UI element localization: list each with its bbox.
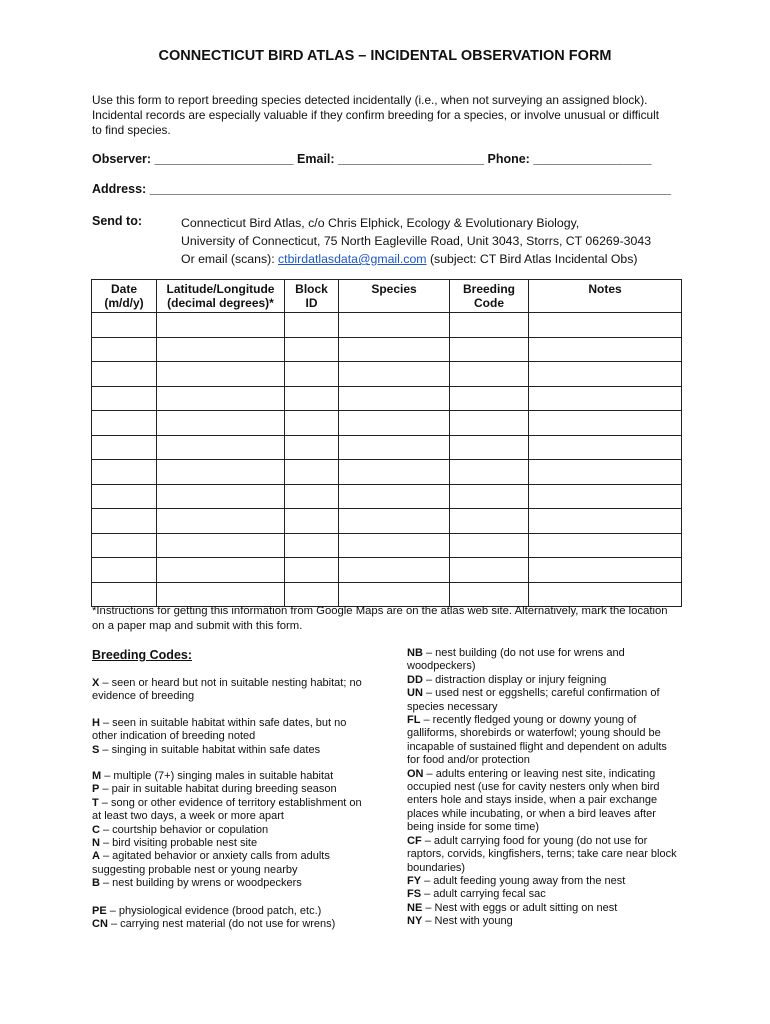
table-cell[interactable] — [450, 337, 529, 362]
table-cell[interactable] — [339, 411, 450, 436]
email-link[interactable]: ctbirdatlasdata@gmail.com — [278, 252, 427, 266]
table-cell[interactable] — [285, 386, 339, 411]
table-header-row — [92, 280, 682, 313]
table-cell[interactable] — [157, 337, 285, 362]
code-entry: NB – nest building (do not use for wrens and woodpeckers) — [407, 647, 625, 673]
table-cell[interactable] — [529, 484, 682, 509]
email-prefix: Or email (scans): — [181, 252, 279, 266]
table-cell[interactable] — [529, 509, 682, 534]
table-cell[interactable] — [450, 313, 529, 338]
table-cell[interactable] — [450, 460, 529, 485]
right-codes-list — [407, 647, 682, 929]
code-entry: P – pair in suitable habitat during breeding season — [92, 783, 337, 796]
table-cell[interactable] — [92, 582, 157, 607]
code-entry: FY – adult feeding young away from the nest — [407, 874, 626, 887]
table-cell[interactable] — [157, 386, 285, 411]
table-cell[interactable] — [92, 435, 157, 460]
table-cell[interactable] — [285, 484, 339, 509]
table-cell[interactable] — [285, 460, 339, 485]
table-cell[interactable] — [157, 509, 285, 534]
code-entry: X – seen or heard but not in suitable nesting habitat; no evidence of breeding — [92, 677, 362, 703]
table-cell[interactable] — [339, 313, 450, 338]
table-cell[interactable] — [285, 411, 339, 436]
table-row — [92, 337, 682, 362]
code-entry: ON – adults entering or leaving nest site, indicating occupied nest (use for cavity nesters only when bird enters hole and stays inside, when a pair exchange places while incubating, or when a bird leaves after being inside for some time) — [407, 767, 660, 834]
code-entry: FL – recently fledged young or downy young of galliforms, shorebirds or waterfowl; young should be incapable of sustained flight and dependent on adults for food and/or protection — [407, 714, 667, 767]
table-cell[interactable] — [157, 435, 285, 460]
table-row — [92, 460, 682, 485]
table-body — [92, 313, 682, 607]
code-entry: PE – physiological evidence (brood patch, etc.) — [92, 905, 322, 917]
table-row — [92, 533, 682, 558]
code-entry: FS – adult carrying fecal sac — [407, 888, 546, 901]
table-cell[interactable] — [92, 509, 157, 534]
table-row — [92, 484, 682, 509]
code-entry: UN – used nest or eggshells; careful confirmation of species necessary — [407, 687, 660, 713]
table-cell[interactable] — [285, 558, 339, 583]
table-cell[interactable] — [92, 460, 157, 485]
code-entry: DD – distraction display or injury feigning — [407, 673, 607, 686]
table-cell[interactable] — [450, 533, 529, 558]
table-row — [92, 313, 682, 338]
table-cell[interactable] — [157, 484, 285, 509]
table-row — [92, 582, 682, 607]
intro-paragraph: Use this form to report breeding species detected incidentally (i.e., when not surveying an assigned block). Incidental records are especially valuable if they confirm breeding for a species, or involve unusual or difficult to find species. — [92, 93, 659, 137]
table-cell[interactable] — [157, 558, 285, 583]
table-cell[interactable] — [339, 558, 450, 583]
table-cell[interactable] — [92, 313, 157, 338]
table-cell[interactable] — [92, 558, 157, 583]
table-cell[interactable] — [339, 509, 450, 534]
table-cell[interactable] — [92, 362, 157, 387]
contact-fields-line[interactable]: Observer: ____________________ Email: _____________________ Phone: _________________ — [92, 152, 652, 166]
header-lat-long: Latitude/Longitude (decimal degrees)* — [157, 280, 285, 313]
table-cell[interactable] — [450, 362, 529, 387]
left-codes-group-4 — [92, 905, 367, 932]
table-cell[interactable] — [529, 533, 682, 558]
send-to-line1: Connecticut Bird Atlas, c/o Chris Elphick, Ecology & Evolutionary Biology, — [181, 216, 580, 230]
email-subject: (subject: CT Bird Atlas Incidental Obs) — [426, 252, 638, 266]
code-entry: H – seen in suitable habitat within safe dates, but no other indication of breeding noted — [92, 717, 347, 743]
code-entry: C – courtship behavior or copulation — [92, 823, 269, 836]
left-codes-group-3 — [92, 770, 367, 891]
left-codes-group-2 — [92, 717, 367, 757]
table-row — [92, 411, 682, 436]
code-entry: M – multiple (7+) singing males in suitable habitat — [92, 770, 334, 782]
table-cell[interactable] — [285, 533, 339, 558]
table-cell[interactable] — [339, 435, 450, 460]
table-cell[interactable] — [285, 362, 339, 387]
table-cell[interactable] — [450, 509, 529, 534]
table-cell[interactable] — [157, 460, 285, 485]
form-title: CONNECTICUT BIRD ATLAS – INCIDENTAL OBSERVATION FORM — [158, 48, 612, 64]
send-to-label: Send to: — [92, 214, 142, 228]
table-cell[interactable] — [92, 484, 157, 509]
table-cell[interactable] — [339, 582, 450, 607]
code-entry: S – singing in suitable habitat within safe dates — [92, 743, 321, 756]
table-cell[interactable] — [339, 386, 450, 411]
table-row — [92, 386, 682, 411]
table-cell[interactable] — [450, 484, 529, 509]
table-cell[interactable] — [285, 435, 339, 460]
table-cell[interactable] — [529, 386, 682, 411]
table-cell[interactable] — [339, 460, 450, 485]
table-cell[interactable] — [529, 313, 682, 338]
send-to-line2: University of Connecticut, 75 North Eagleville Road, Unit 3043, Storrs, CT 06269-3043 — [181, 234, 652, 248]
table-cell[interactable] — [529, 460, 682, 485]
table-cell[interactable] — [92, 411, 157, 436]
code-entry: B – nest building by wrens or woodpeckers — [92, 877, 302, 890]
table-cell[interactable] — [92, 337, 157, 362]
table-cell[interactable] — [285, 509, 339, 534]
send-to-address — [181, 214, 651, 268]
code-entry: NY – Nest with young — [407, 915, 513, 928]
header-notes: Notes — [529, 280, 682, 313]
code-entry: N – bird visiting probable nest site — [92, 837, 258, 850]
table-row — [92, 435, 682, 460]
send-to-line3 — [181, 250, 651, 268]
table-cell[interactable] — [285, 337, 339, 362]
table-cell[interactable] — [450, 386, 529, 411]
table-cell[interactable] — [450, 411, 529, 436]
header-species: Species — [339, 280, 450, 313]
table-cell[interactable] — [450, 435, 529, 460]
table-cell[interactable] — [529, 411, 682, 436]
table-row — [92, 509, 682, 534]
table-cell[interactable] — [92, 533, 157, 558]
left-codes-group-1 — [92, 677, 367, 704]
table-cell[interactable] — [157, 411, 285, 436]
header-block-id: Block ID — [285, 280, 339, 313]
table-cell[interactable] — [529, 582, 682, 607]
table-cell[interactable] — [285, 582, 339, 607]
table-cell[interactable] — [339, 533, 450, 558]
table-cell[interactable] — [157, 533, 285, 558]
table-cell[interactable] — [529, 362, 682, 387]
code-entry: A – agitated behavior or anxiety calls from adults suggesting probable nest or young nearby — [92, 850, 330, 876]
table-cell[interactable] — [92, 386, 157, 411]
code-entry: T – song or other evidence of territory establishment on at least two days, a week or more apart — [92, 796, 362, 823]
table-row — [92, 558, 682, 583]
table-cell[interactable] — [157, 362, 285, 387]
code-entry: NE – Nest with eggs or adult sitting on nest — [407, 901, 618, 914]
table-cell[interactable] — [529, 337, 682, 362]
table-cell[interactable] — [339, 362, 450, 387]
code-entry: CN – carrying nest material (do not use for wrens) — [92, 918, 336, 931]
table-cell[interactable] — [529, 558, 682, 583]
table-cell[interactable] — [285, 313, 339, 338]
breeding-codes-heading: Breeding Codes: — [92, 648, 193, 662]
table-cell[interactable] — [529, 435, 682, 460]
table-cell[interactable] — [339, 337, 450, 362]
table-row — [92, 362, 682, 387]
table-cell[interactable] — [450, 582, 529, 607]
code-entry: CF – adult carrying food for young (do not use for raptors, corvids, kingfishers, terns; take care near block boundaries) — [407, 834, 677, 874]
observation-table — [91, 279, 682, 607]
table-cell[interactable] — [157, 582, 285, 607]
table-cell[interactable] — [339, 484, 450, 509]
header-breeding-code: Breeding Code — [450, 280, 529, 313]
table-cell[interactable] — [157, 313, 285, 338]
header-date: Date (m/d/y) — [92, 280, 157, 313]
footnote: *Instructions for getting this information from Google Maps are on the atlas web site. Alternatively, mark the location on a paper map and submit with this form. — [92, 605, 668, 632]
table-cell[interactable] — [450, 558, 529, 583]
address-field-line[interactable]: Address: ___________________________________________________________________________ — [92, 182, 672, 196]
